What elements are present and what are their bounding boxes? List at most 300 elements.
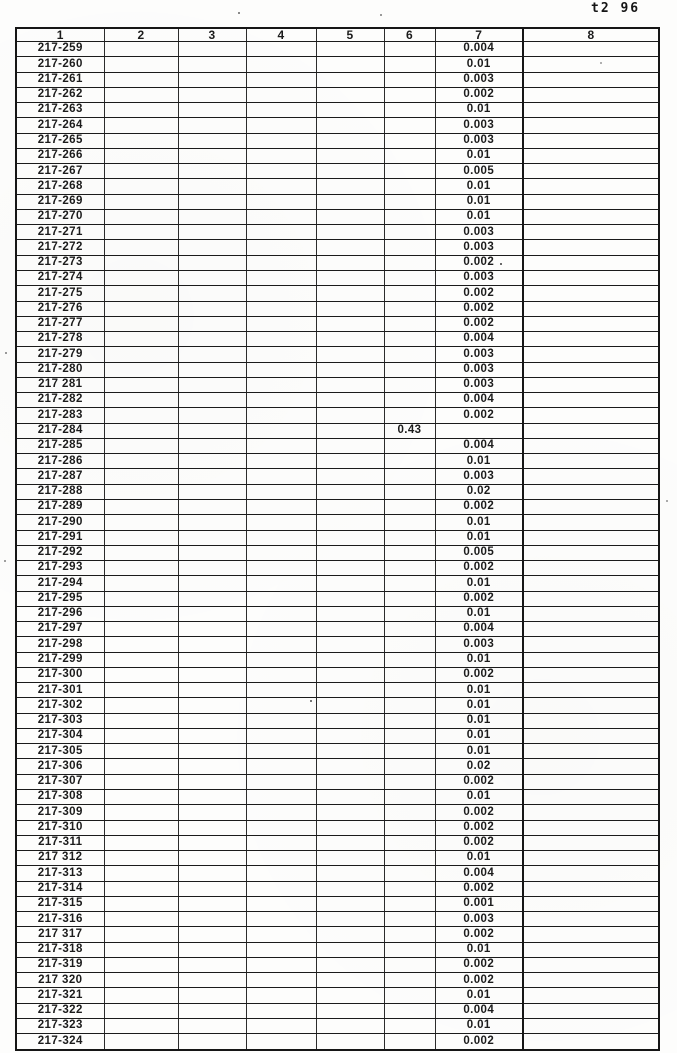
value-cell (316, 835, 384, 850)
value-cell (246, 866, 316, 881)
value-cell: 0.002 (435, 820, 523, 835)
value-cell (384, 606, 435, 621)
value-cell (316, 499, 384, 514)
value-cell (246, 164, 316, 179)
value-cell (178, 759, 246, 774)
sample-id-cell: 217-319 (16, 957, 104, 972)
value-cell (246, 591, 316, 606)
value-cell: 0.01 (435, 728, 523, 743)
value-cell (316, 72, 384, 87)
value-cell (104, 637, 178, 652)
value-cell (316, 484, 384, 499)
value-cell: 0.001 (435, 896, 523, 911)
value-cell (246, 1034, 316, 1050)
value-cell (246, 301, 316, 316)
table-row (16, 667, 659, 682)
value-cell (523, 393, 659, 408)
value-cell (104, 57, 178, 72)
value-cell (178, 790, 246, 805)
table-row (16, 103, 659, 118)
table-row (16, 301, 659, 316)
value-cell (316, 1019, 384, 1034)
value-cell (178, 576, 246, 591)
value-cell (316, 988, 384, 1003)
value-cell (316, 393, 384, 408)
value-cell (316, 270, 384, 285)
value-cell (384, 1034, 435, 1050)
value-cell (316, 164, 384, 179)
value-cell: 0.01 (435, 1019, 523, 1034)
table-row (16, 851, 659, 866)
value-cell (246, 347, 316, 362)
value-cell (178, 896, 246, 911)
value-cell (384, 973, 435, 988)
table-body (16, 42, 659, 1051)
value-cell (523, 881, 659, 896)
sample-id-cell: 217-289 (16, 499, 104, 514)
value-cell (523, 87, 659, 102)
value-cell (246, 988, 316, 1003)
value-cell: 0.01 (435, 606, 523, 621)
sample-id-cell: 217-308 (16, 790, 104, 805)
value-cell (246, 698, 316, 713)
value-cell (178, 942, 246, 957)
value-cell: 0.002 (435, 881, 523, 896)
table-row (16, 42, 659, 57)
value-cell: 0.003 (435, 347, 523, 362)
value-cell (246, 851, 316, 866)
value-cell (384, 927, 435, 942)
sample-id-cell: 217-315 (16, 896, 104, 911)
column-header: 3 (178, 28, 246, 42)
value-cell (523, 973, 659, 988)
table-row (16, 866, 659, 881)
value-cell (178, 484, 246, 499)
value-cell (384, 87, 435, 102)
value-cell (316, 728, 384, 743)
value-cell (104, 866, 178, 881)
value-cell (246, 1003, 316, 1018)
value-cell (104, 698, 178, 713)
sample-id-cell: 217-278 (16, 332, 104, 347)
value-cell (384, 515, 435, 530)
value-cell (316, 942, 384, 957)
sample-id-cell: 217-262 (16, 87, 104, 102)
table-row (16, 683, 659, 698)
value-cell (523, 316, 659, 331)
value-cell (104, 973, 178, 988)
value-cell (178, 87, 246, 102)
value-cell (316, 637, 384, 652)
value-cell (384, 896, 435, 911)
value-cell (316, 973, 384, 988)
value-cell (384, 362, 435, 377)
value-cell (523, 1019, 659, 1034)
sample-id-cell: 217-310 (16, 820, 104, 835)
value-cell (523, 72, 659, 87)
value-cell: 0.02 (435, 484, 523, 499)
table-row (16, 240, 659, 255)
value-cell (246, 240, 316, 255)
value-cell: 0.003 (435, 469, 523, 484)
value-cell (316, 225, 384, 240)
value-cell (178, 148, 246, 163)
value-cell (104, 591, 178, 606)
value-cell: 0.01 (435, 209, 523, 224)
table-row (16, 820, 659, 835)
sample-id-cell: 217-318 (16, 942, 104, 957)
value-cell (384, 72, 435, 87)
sample-id-cell: 217-297 (16, 622, 104, 637)
sample-id-cell: 217-290 (16, 515, 104, 530)
table-row (16, 988, 659, 1003)
value-cell: 0.003 (435, 240, 523, 255)
value-cell (246, 576, 316, 591)
table-row (16, 515, 659, 530)
value-cell (178, 927, 246, 942)
value-cell (246, 881, 316, 896)
value-cell (246, 454, 316, 469)
value-cell (384, 133, 435, 148)
sample-id-cell: 217-276 (16, 301, 104, 316)
value-cell (316, 42, 384, 57)
value-cell (104, 332, 178, 347)
value-cell (178, 42, 246, 57)
value-cell (246, 759, 316, 774)
value-cell (316, 347, 384, 362)
value-cell (178, 362, 246, 377)
value-cell (523, 377, 659, 392)
value-cell (384, 255, 435, 270)
value-cell (104, 1019, 178, 1034)
value-cell (246, 622, 316, 637)
sample-id-cell: 217-283 (16, 408, 104, 423)
value-cell: 0.004 (435, 438, 523, 453)
value-cell (104, 103, 178, 118)
value-cell: 0.002 (435, 805, 523, 820)
value-cell (523, 744, 659, 759)
value-cell (246, 57, 316, 72)
value-cell (316, 469, 384, 484)
sample-id-cell: 217 281 (16, 377, 104, 392)
value-cell (104, 912, 178, 927)
value-cell (316, 530, 384, 545)
value-cell (178, 225, 246, 240)
value-cell (384, 530, 435, 545)
table-row (16, 270, 659, 285)
sample-id-cell: 217-291 (16, 530, 104, 545)
value-cell (384, 957, 435, 972)
value-cell (246, 270, 316, 285)
value-cell (246, 728, 316, 743)
value-cell (178, 973, 246, 988)
value-cell (523, 1034, 659, 1050)
value-cell (178, 179, 246, 194)
value-cell (523, 255, 659, 270)
table-row (16, 469, 659, 484)
table-row (16, 561, 659, 576)
value-cell (523, 118, 659, 133)
value-cell (384, 820, 435, 835)
sample-id-cell: 217-260 (16, 57, 104, 72)
value-cell (178, 469, 246, 484)
value-cell (384, 713, 435, 728)
value-cell (523, 499, 659, 514)
value-cell (178, 454, 246, 469)
value-cell (246, 667, 316, 682)
value-cell (316, 790, 384, 805)
value-cell (523, 454, 659, 469)
sample-id-cell: 217-277 (16, 316, 104, 331)
value-cell: 0.004 (435, 1003, 523, 1018)
value-cell (384, 332, 435, 347)
value-cell: 0.004 (435, 393, 523, 408)
value-cell (384, 728, 435, 743)
value-cell (104, 790, 178, 805)
value-cell (104, 683, 178, 698)
value-cell (178, 683, 246, 698)
value-cell (104, 545, 178, 560)
value-cell (523, 545, 659, 560)
value-cell (523, 591, 659, 606)
value-cell (523, 713, 659, 728)
value-cell (246, 499, 316, 514)
column-header: 5 (316, 28, 384, 42)
value-cell (316, 179, 384, 194)
value-cell (316, 545, 384, 560)
table-row (16, 606, 659, 621)
sample-id-cell: 217-259 (16, 42, 104, 57)
value-cell (104, 72, 178, 87)
sample-id-cell: 217 320 (16, 973, 104, 988)
value-cell (384, 652, 435, 667)
table-row (16, 1019, 659, 1034)
value-cell: 0.002 (435, 499, 523, 514)
sample-id-cell: 217-299 (16, 652, 104, 667)
value-cell (246, 393, 316, 408)
table-row (16, 377, 659, 392)
value-cell (104, 744, 178, 759)
value-cell: 0.004 (435, 866, 523, 881)
value-cell (246, 942, 316, 957)
value-cell (384, 667, 435, 682)
value-cell (104, 454, 178, 469)
value-cell (523, 286, 659, 301)
value-cell (246, 87, 316, 102)
table-row (16, 408, 659, 423)
column-header: 8 (523, 28, 659, 42)
value-cell: 0.01 (435, 744, 523, 759)
table-row (16, 896, 659, 911)
table-row (16, 347, 659, 362)
table-row (16, 1034, 659, 1050)
sample-id-cell: 217-266 (16, 148, 104, 163)
value-cell (104, 820, 178, 835)
sample-id-cell: 217-309 (16, 805, 104, 820)
sample-id-cell: 217-316 (16, 912, 104, 927)
value-cell (178, 209, 246, 224)
value-cell (104, 957, 178, 972)
sample-id-cell: 217-305 (16, 744, 104, 759)
value-cell (316, 87, 384, 102)
value-cell (384, 851, 435, 866)
value-cell (178, 408, 246, 423)
value-cell (104, 316, 178, 331)
value-cell (523, 408, 659, 423)
value-cell (316, 606, 384, 621)
value-cell (316, 301, 384, 316)
value-cell (523, 759, 659, 774)
value-cell (316, 683, 384, 698)
value-cell (384, 240, 435, 255)
table-row (16, 622, 659, 637)
value-cell (178, 332, 246, 347)
value-cell (523, 561, 659, 576)
sample-id-cell: 217-314 (16, 881, 104, 896)
value-cell (384, 622, 435, 637)
value-cell (178, 164, 246, 179)
value-cell (104, 896, 178, 911)
sample-id-cell: 217-272 (16, 240, 104, 255)
value-cell (523, 667, 659, 682)
value-cell (316, 851, 384, 866)
value-cell (384, 301, 435, 316)
value-cell (104, 270, 178, 285)
value-cell (246, 835, 316, 850)
value-cell (316, 515, 384, 530)
value-cell (316, 576, 384, 591)
value-cell (178, 698, 246, 713)
table-row (16, 744, 659, 759)
table-row (16, 87, 659, 102)
table-row (16, 484, 659, 499)
value-cell (523, 42, 659, 57)
value-cell (178, 820, 246, 835)
sample-id-cell: 217-285 (16, 438, 104, 453)
value-cell (246, 683, 316, 698)
value-cell (246, 423, 316, 438)
table-row (16, 942, 659, 957)
value-cell (523, 362, 659, 377)
sample-id-cell: 217-301 (16, 683, 104, 698)
value-cell (178, 713, 246, 728)
value-cell (246, 927, 316, 942)
value-cell (246, 484, 316, 499)
value-cell (178, 103, 246, 118)
value-cell: 0.002 (435, 1034, 523, 1050)
value-cell (384, 469, 435, 484)
table-row (16, 591, 659, 606)
value-cell (523, 194, 659, 209)
value-cell (316, 1003, 384, 1018)
value-cell (104, 774, 178, 789)
value-cell (104, 301, 178, 316)
value-cell (523, 851, 659, 866)
value-cell (316, 561, 384, 576)
value-cell (316, 774, 384, 789)
value-cell (316, 194, 384, 209)
page-corner-label: t2 96 (591, 1, 641, 16)
value-cell (316, 896, 384, 911)
value-cell (178, 240, 246, 255)
table-row (16, 133, 659, 148)
value-cell (384, 393, 435, 408)
value-cell (246, 72, 316, 87)
value-cell (246, 438, 316, 453)
value-cell (316, 1034, 384, 1050)
value-cell (178, 347, 246, 362)
table-row (16, 530, 659, 545)
table-row (16, 423, 659, 438)
value-cell (384, 103, 435, 118)
value-cell (178, 1003, 246, 1018)
value-cell (523, 515, 659, 530)
value-cell (246, 973, 316, 988)
value-cell (104, 622, 178, 637)
value-cell (523, 957, 659, 972)
value-cell: 0.01 (435, 179, 523, 194)
value-cell (104, 667, 178, 682)
value-cell: 0.005 (435, 164, 523, 179)
value-cell: 0.01 (435, 713, 523, 728)
sample-id-cell: 217-302 (16, 698, 104, 713)
sample-id-cell: 217-264 (16, 118, 104, 133)
value-cell (246, 316, 316, 331)
value-cell (316, 408, 384, 423)
value-cell (104, 530, 178, 545)
sample-id-cell: 217-307 (16, 774, 104, 789)
value-cell (523, 164, 659, 179)
value-cell: 0.002 (435, 774, 523, 789)
sample-id-cell: 217-323 (16, 1019, 104, 1034)
sample-id-cell: 217-296 (16, 606, 104, 621)
value-cell (104, 377, 178, 392)
sample-id-cell: 217-321 (16, 988, 104, 1003)
value-cell (178, 622, 246, 637)
value-cell (523, 209, 659, 224)
value-cell (246, 362, 316, 377)
value-cell (384, 484, 435, 499)
table-row (16, 912, 659, 927)
value-cell: 0.002 (435, 667, 523, 682)
value-cell (384, 377, 435, 392)
value-cell (384, 881, 435, 896)
value-cell: 0.01 (435, 851, 523, 866)
value-cell (178, 515, 246, 530)
value-cell: 0.002 (435, 957, 523, 972)
sample-id-cell: 217-265 (16, 133, 104, 148)
value-cell (523, 698, 659, 713)
value-cell (316, 286, 384, 301)
value-cell (384, 164, 435, 179)
value-cell (384, 1019, 435, 1034)
table-row (16, 316, 659, 331)
table-row (16, 362, 659, 377)
table-row (16, 576, 659, 591)
value-cell (178, 530, 246, 545)
value-cell (246, 637, 316, 652)
table-row (16, 225, 659, 240)
value-cell (178, 835, 246, 850)
value-cell (384, 576, 435, 591)
value-cell (523, 728, 659, 743)
value-cell (178, 606, 246, 621)
value-cell (104, 408, 178, 423)
value-cell (104, 927, 178, 942)
value-cell (523, 912, 659, 927)
sample-id-cell: 217-324 (16, 1034, 104, 1050)
value-cell (246, 713, 316, 728)
